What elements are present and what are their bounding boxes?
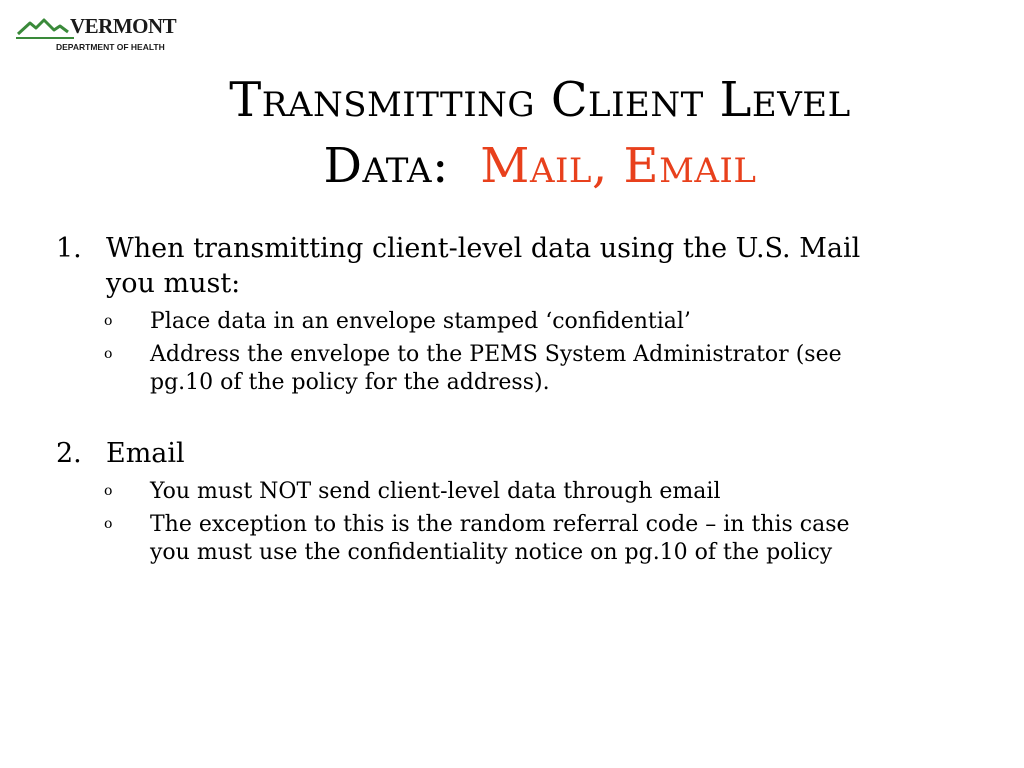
bullet-icon: o bbox=[104, 516, 113, 532]
sub-item-line2: pg.10 of the policy for the address). bbox=[150, 370, 550, 395]
item-text-line2: you must: bbox=[106, 268, 241, 299]
logo-name: VERMONT bbox=[70, 14, 177, 38]
sub-item: Place data in an envelope stamped ‘confidential’ bbox=[150, 309, 691, 334]
sub-item: You must NOT send client-level data through email bbox=[150, 479, 721, 504]
item-text: Email bbox=[106, 438, 185, 469]
bullet-icon: o bbox=[104, 483, 113, 499]
sub-item-line1: The exception to this is the random referral code – in this case bbox=[150, 512, 850, 537]
title-accent: Mail, Email bbox=[480, 138, 757, 194]
item-number: 1. bbox=[56, 233, 82, 264]
bullet-icon: o bbox=[104, 346, 113, 362]
title-prefix: Data: bbox=[323, 138, 449, 194]
sub-item-line2: you must use the confidentiality notice on pg.10 of the policy bbox=[150, 540, 833, 565]
slide-title-line2 bbox=[150, 138, 930, 194]
sub-item-line1: Address the envelope to the PEMS System Administrator (see bbox=[150, 342, 842, 367]
item-text-line1: When transmitting client-level data using the U.S. Mail bbox=[106, 233, 861, 264]
item-number: 2. bbox=[56, 438, 82, 469]
mountain-logo-icon bbox=[16, 16, 76, 40]
slide-title-line1: Transmitting Client Level bbox=[229, 72, 851, 128]
bullet-icon: o bbox=[104, 313, 113, 329]
logo-department: DEPARTMENT OF HEALTH bbox=[56, 42, 165, 52]
vermont-health-logo bbox=[16, 14, 177, 56]
